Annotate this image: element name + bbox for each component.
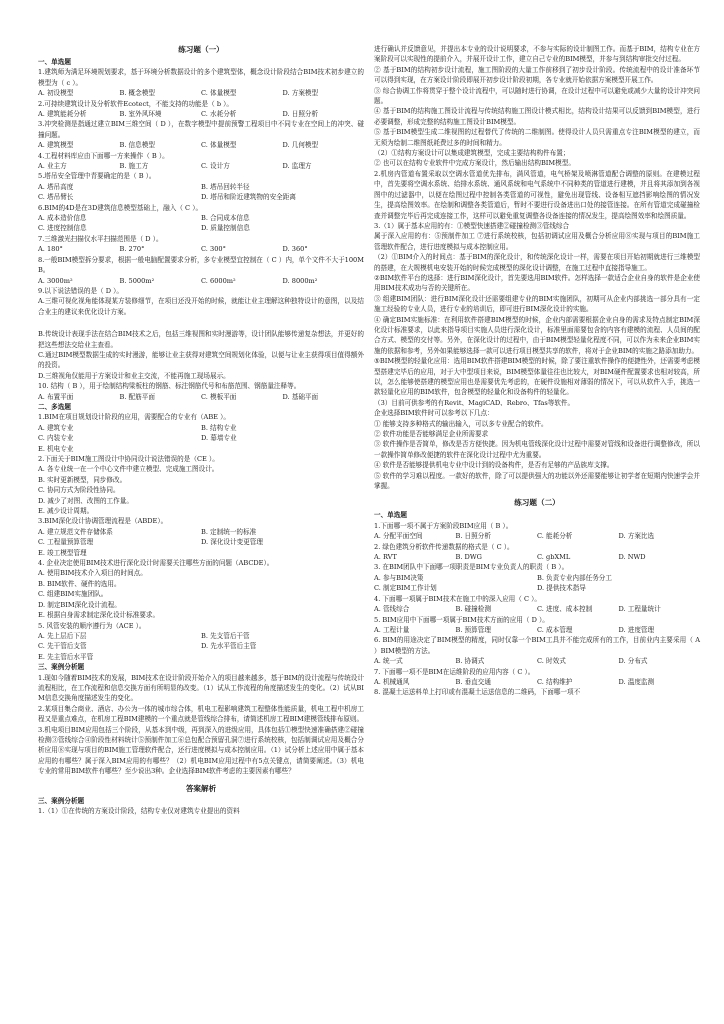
question-4-options: [38, 161, 364, 171]
question-7: 7.三维激光扫描仪水平扫描范围是（ D ）。: [38, 234, 163, 243]
option: C. 进度控制信息: [38, 224, 87, 233]
answer-paragraph: ⑤BIM模型的轻量化应用：选用BIM软件搭建BIM模型的时候，除了要注重软件操作的便捷性外，还需要考虑模型搭建完毕后的应用，对于大中型项目来说，BIM模型体量往往也比较大，对BIM硬件配置要求也相对较高，所以，怎么能够使搭建的模型应用也是需要优先考虑的，在硬件设施相对薄弱的情况下，可以从软件入手，挑选一款轻量化应用的BIM软件，包含模型的轻量化和设备构件的轻量化。: [374, 357, 700, 397]
question-4: 4.工程材料库应由下面哪一方来操作（ B ）。: [38, 151, 169, 160]
answer-paragraph: （2）①结构方案设计可以集成建筑模型，完成主要结构构件布置；: [374, 149, 570, 158]
option: D. 360°: [282, 245, 308, 254]
answer-paragraph: ② 也可以在结构专业软件中完成方案设计，然后输出结构BIM模型。: [374, 159, 575, 168]
option: B. 5000m²: [119, 276, 155, 285]
section-single-choice: 一、单选题: [38, 57, 71, 66]
option: A. 建立规范文件存储体系: [38, 527, 113, 536]
option: B. 垂直交通: [455, 677, 491, 686]
answer-paragraph: 进行确认并反馈意见，并提出本专业的设计说明要求，不参与实际的设计制图工作。而基于BIM，结构专业在方案阶段可以实现性的提前介入，并展开设计工作，建立自己专业的BIM模型，并参与到结构审批交付过程。: [374, 45, 700, 64]
option: D. 监理方: [282, 162, 312, 171]
option: D. 温度监测: [618, 677, 655, 686]
option: C. 模板平面: [201, 392, 237, 401]
left-column: [38, 44, 364, 816]
option: E. 机电专业: [38, 444, 74, 453]
answer-paragraph: ② 软件功能是否能够满足企业所需要求: [374, 430, 489, 439]
option: C. 先干管后支管: [38, 642, 87, 651]
option: A. 建筑能耗分析: [38, 110, 87, 119]
option: C. 能耗分析: [537, 532, 573, 541]
option: D. 质量控制信息: [201, 224, 250, 233]
option: D. 深化设计变更管理: [201, 538, 263, 547]
answer-paragraph: （3）目前可供参考的有Revit、MagiCAD、Rebro、Tfas等软件。: [374, 398, 575, 407]
option: A. 建筑模型: [38, 141, 74, 150]
option: D. 工程量统计: [618, 605, 661, 614]
option: B. 先支管后干管: [201, 631, 250, 640]
option: E. 减少设计周期。: [38, 507, 94, 516]
option: D. 塔吊和阶近建筑物的安全距离: [201, 193, 296, 202]
option: C. gbXML: [537, 553, 571, 562]
option: B. 日照分析: [455, 532, 491, 541]
multi-question-3: 3.BIM深化设计协调管理流程是（ABDE）。: [38, 517, 168, 526]
right-column: [374, 44, 700, 698]
option: E. 先主管后水平管: [38, 652, 94, 661]
option: B. 塔吊回转半径: [201, 182, 250, 191]
option: A. 业主方: [38, 162, 67, 171]
question-3: 3.冲突检测是指通过建立BIM三维空间（ D ），在数字模型中提前预警工程项目中不同专业在空间上的冲突、碰撞问题。: [38, 120, 364, 139]
option: B. 协调式: [455, 657, 485, 666]
question-10: 10. 结构（ B ），用于绘制结构梁板柱的钢筋、标注钢筋代号和布筋范围、钢筋量注释等。: [38, 382, 301, 391]
option: B. 室外风环境: [119, 110, 162, 119]
option: D. 幕墙专业: [201, 434, 237, 443]
option: B. 施工方: [119, 162, 149, 171]
ex2-question-8: 8. 混凝土运送料单上打印或有混凝土运送信息的二维码，下面哪一项不: [374, 688, 581, 697]
question-10-options: [38, 392, 364, 402]
option: B. 合同成本信息: [201, 214, 250, 223]
question-5-options: [38, 182, 364, 203]
answer-paragraph: ① 能够支持多种格式的输出输入，可以多专业配合的软件。: [374, 419, 548, 428]
option: B. BIM软件、硬件的选用。: [38, 579, 121, 588]
option: D. 分布式: [618, 657, 648, 666]
answer-paragraph: ③ 软件操作是否简单，修改是否方便快捷。因为机电管线深化设计过程中需要对管线和设备进行调整修改，所以一款操作简单修改便捷的软件在深化设计过程中尤为重要。: [374, 440, 700, 459]
exercise2-title: 练习题（二）: [514, 498, 560, 508]
answers-section-heading: 三、案例分析题: [38, 796, 85, 805]
answer-paragraph: 2.机房内管道布置采取以空调水管道优先排布，满风管道，电气桥架及喷淋管道配合调整的原则。在建模过程中，首先要将空调水系统、给排水系统、通风系统和电气系统中不同种类的管道进行建模，并且将其添加到各视图中的过滤器中，以便在绘图过程中控制各类管道的可视性，避免出现管线、设备相互遮挡影响绘图的情况发生，提高绘图效率。在绘制和调整各类管道后，暂时不要进行设备进出口处的接管连接。在所有管道完成碰撞检查并调整完毕后再完成连接工作，这样可以避免重复调整各设备连接的情况发生，提高绘图效率和绘图质量。: [374, 169, 700, 220]
option: A. 各专业统一在一个中心文件中建立模型、完成施工图设计。: [38, 465, 219, 474]
option: A. 分配平面空间: [374, 532, 423, 541]
option: A. 先上层后下层: [38, 631, 87, 640]
option: D. 基础平面: [282, 392, 319, 401]
option: D. 提供技术指导: [537, 584, 586, 593]
answer-1-start: 1.（1）①在传统的方案设计阶段，结构专业仅对建筑专业提出的资料: [38, 807, 240, 815]
option: C. 成本管理: [537, 625, 573, 634]
ex2-question-1: 1.下面哪一项不属于方案阶段BIM应用（ B ）。: [374, 521, 513, 530]
option: B. 实时更新模型，同步修改。: [38, 475, 127, 484]
option: A. 参与BIM决策: [374, 573, 424, 582]
multi-question-4: 4. 企业决定使用BIM技术进行深化设计时需要关注哪些方面的问题（ABCDE）。: [38, 559, 274, 568]
option: B. 负责专业内部任务分工: [537, 573, 612, 582]
multi-question-3-options: [38, 527, 364, 558]
option: B. 配筋平面: [119, 392, 155, 401]
option: D. 减少了对图、改图的工作量。: [38, 496, 133, 505]
answer-paragraph: ④ 软件是否能够提供机电专业中设计到的设备构件，是否有足够的产品族库支撑。: [374, 461, 614, 470]
option: C. 结构维护: [537, 677, 573, 686]
ex2-question-3-options: [374, 573, 700, 594]
option: C. 进度、成本控制: [537, 605, 593, 614]
ex2-question-2-options: [374, 552, 700, 562]
ex2-question-2: 2. 绿色建筑分析软件传递数据的格式是（ C ）。: [374, 542, 514, 551]
option: A. RVT: [374, 553, 397, 562]
option: D. 日照分析: [282, 110, 319, 119]
ex2-question-1-options: [374, 531, 700, 541]
question-5: 5.塔吊安全管理中青要确定的是（ B ）。: [38, 172, 156, 181]
option: B. DWG: [455, 553, 482, 562]
question-8-options: [38, 276, 364, 286]
multi-question-5-options: [38, 631, 364, 662]
option: A. 成本造价信息: [38, 214, 87, 223]
answer-paragraph: ③ 综合协调工作将贯穿于整个设计流程中，可以随时进行协调，在设计过程中可以避免或减少大量的设计冲突问题。: [374, 86, 700, 106]
question-3-options: [38, 140, 364, 150]
option: D. NWD: [618, 553, 646, 562]
option: A. 管线综合: [374, 605, 410, 614]
option: B. 碰撞检测: [455, 605, 491, 614]
case-question-3: 3.机电项目BIM应用包括三个阶段，从基本到中级，再到深入的进级应用，具体包括①模型快速准确搭建②碰撞检测③管线综合④阶段性材料统计⑤预制件加工⑥总包配合预留孔洞⑦进行系统校核，包括制调试应用及概合分析应用⑧实现与项目的BIM施工管理软件配合，还行进度模拟与成本控制应用。（1）试分析上述应用中属于基本应用的有哪些？属于深入BIM应用的有哪些？（2）机电BIM应用过程中有5点关键点，请简要阐述。（3）机电专业的常用BIM软件有哪些？至少说出3种。企业选择BIM软件考虑的主要因素有哪些？: [38, 725, 364, 776]
question-6: 6.BIM的4D是在3D建筑信息模型基础上，融入（ C ）。: [38, 203, 203, 212]
multi-question-5: 5. 风管安装的顺序遵行为（ACE ）。: [38, 621, 146, 630]
option: A. 塔吊高度: [38, 182, 74, 191]
ex2-question-5: 5. BIM应用中下面哪一项属于BIM技术方面的应用（ D ）。: [374, 615, 549, 624]
option: B. 信息模型: [119, 141, 155, 150]
option: A. 180°: [38, 245, 63, 254]
option: A. 工程计量: [374, 625, 410, 634]
question-7-options: [38, 244, 364, 254]
answer-paragraph: ⑤ 基于BIM模型生成二维视图的过程替代了传统的二维制图。使得设计人员只需重点专注BIM模型的建立，而无须为绘制二维图纸耗费过多的时间和精力。: [374, 128, 700, 147]
question-9: 9.以下说法错误的是（ D ）。: [38, 286, 124, 295]
ex2-question-7: 7. 下面哪一项不是BIM在运维阶段的应用内容（ C ）。: [374, 667, 535, 676]
answer-paragraph: 3.（1）属于基本应用的有：①模型快速搭建②碰撞检测③管线综合: [374, 221, 570, 230]
ex2-question-3: 3. 在BIM团队中下面哪一项职责是BIM专业负责人的职责（ B ）。: [374, 563, 569, 572]
option: E. 根据自身需求制定深化设计标准要求。: [38, 611, 160, 620]
answer-paragraph: ③ 组建BIM团队：进行BIM深化设计还需要组建专业的BIM实施团队，初期可从企业内部挑选一部分具有一定施工经验的专业人员，进行专业的培训后，即可进行BIM深化设计的实施。: [374, 294, 700, 314]
option: A. 使用BIM技术介入项目的时间点。: [38, 569, 147, 578]
option: C. 工程量预算管理: [38, 538, 94, 547]
option: D. 先水平管后主管: [201, 642, 257, 651]
option: C. 协同方式为阶段性协同。: [38, 486, 120, 495]
option: C. 300°: [201, 245, 226, 254]
option: D. 方案模型: [282, 89, 319, 98]
option: A. 统一式: [374, 657, 403, 666]
option: D. 制定BIM深化设计流程。: [38, 600, 121, 609]
question-6-options: [38, 213, 364, 234]
answers-title: 答案解析: [185, 783, 217, 793]
question-1: 1.建筑师为满足环境规划要求，基于环境分析数据设计的多个建筑型体，概念设计阶段结合BIM技术初步建立的模型为（ c ）。: [38, 68, 364, 87]
question-2: 2.可持续建筑设计及分析软件Ecotect，不能支持的功能是（ b ）。: [38, 99, 234, 108]
answer-paragraph: 属于深入应用的有：⑤预制件加工 ⑦进行系统校核，包括初调试应用及概合分析应用⑧实现与项目的BIM施工管理软件配合，进行进度模拟与成本控制应用。: [374, 232, 700, 251]
answer-paragraph: ④ 基于BIM的结构施工图设计流程与传统结构施工图设计模式相比，结构设计结果可以反馈到BIM模型，进行必要调整，形成完整的结构施工图设计BIM模型。: [374, 107, 700, 126]
answer-paragraph: ⑤ 软件的学习难以程度。一款好的软件，除了可以提供强大的功能以外还需要能够让初学者在短期内快速学会并掌握。: [374, 471, 700, 491]
ex2-question-7-options: [374, 677, 700, 687]
section-multi-choice: 二、多选题: [38, 402, 71, 411]
question-8: 8.一般BIM模型拆分要求，根据一般电脑配置要求分析，多专业模型宜控制在（ C ）内，单个文件不大于100MB。: [38, 255, 365, 275]
option: C. 水耗分析: [201, 110, 237, 119]
question-9-option-d: D.三维视角仅能用于方案设计和业主交流，不能再施工现场展示。: [38, 371, 230, 380]
spacer: [38, 317, 364, 329]
multi-question-1-options: [38, 423, 364, 454]
option: C. 制定BIM工作计划: [374, 584, 437, 593]
option: C. 内装专业: [38, 434, 74, 443]
answer-paragraph: ② 基于BIM的结构初步设计流程，施工图阶段的大量工作前移到了初步设计阶段。传统流程中的设计准备环节可以得到实现，在方案设计阶段即展开初步设计阶段初期，各专业就开始依据方案模型开展工作。: [374, 65, 700, 85]
question-9-option-c: C.通过BIM模型数据生成的实时漫游，能够让业主获得对建筑空间规划化体验，以便与让业主获得项目值得额外的投资。: [38, 350, 364, 370]
option: D. 8000m²: [282, 276, 318, 285]
option: A. 布置平面: [38, 392, 74, 401]
section-case-analysis: 三、案例分析题: [38, 663, 85, 672]
option: C. 设计方: [201, 162, 230, 171]
case-question-2: 2.某项目集合商业、酒店、办公为一体的城市综合体，机电工程影响建筑工程整体性能质量，机电工程中机房工程又是重点难点，在机房工程BIM建模的一个重点就是管线综合排布，请简述机房工程BIM建模管线排布原则。: [38, 704, 364, 724]
option: A. 机械通风: [374, 677, 410, 686]
option: A. 建筑专业: [38, 423, 74, 432]
option: B. 270°: [119, 245, 145, 254]
option: A. 初设模型: [38, 89, 74, 98]
option: C. 体量模型: [201, 89, 237, 98]
question-9-option-a: A.三维可视化视角能体现某方装修细节，在项目还没开始的时候，就能让业主理解这种独特设计的意图，以及结合业主的建议来优化设计方案。: [38, 297, 364, 316]
multi-question-2: 2.下面关于BIM施工图设计中协同设计说法错误的是（CE ）。: [38, 455, 219, 464]
option: B. 预算管理: [455, 625, 491, 634]
option: C. 6000m²: [201, 276, 236, 285]
option: B. 概念模型: [119, 89, 155, 98]
multi-question-1: 1.BIM在项目规划设计阶段的应用，需要配合的专业有（ABE ）。: [38, 413, 230, 422]
option: D. 几何模型: [282, 141, 319, 150]
option: C. 塔吊臂长: [38, 193, 74, 202]
answer-paragraph: ②BIM软件平台的选择：进行BIM深化设计，首先要选用BIM软件。怎样选择一款适合企业自身的软件是企业使用BIM技术成功与否的关键所在。: [374, 273, 700, 293]
ex2-question-4-options: [374, 604, 700, 614]
question-2-options: [38, 109, 364, 119]
answer-paragraph: ④ 确定BIM实施标准：在利用软件搭建BIM模型的时候，企业内部需要根据企业自身的需求及特点制定BIM深化设计标准要求，以此来指导项目实施人员进行深化设计，标准里面需要包含的内容有建模的流程、人员间的配合方式、模型的交付等。另外，在深化设计的过程中，由于BIM模型轻量化程度不同，可以作为未来企业BIM实施的依据和参考，另外如果能够选择一款可以进行项目模型共享的软件，将对于企业BIM的实施之路添加助力。: [374, 315, 700, 355]
option: C. 体量模型: [201, 141, 237, 150]
option: B. 定制统一的标准: [201, 527, 257, 536]
option: C. 组建BIM实施团队。: [38, 590, 108, 599]
option: C. 时效式: [537, 657, 566, 666]
answer-paragraph: （2）①BIM介入的时间点：基于BIM的深化设计，和传统深化设计一样，需要在项目开始初期就进行三维模型的搭建，在大规模机电安装开始的时候完成模型的深化设计调整，在施工过程中直接指导施工。: [374, 253, 700, 272]
ex2-question-6-options: [374, 656, 700, 666]
option: A. 3000m²: [38, 276, 73, 285]
option: E. 竣工模型管理: [38, 548, 87, 557]
exercise2-section-single: 一、单选题: [374, 511, 407, 520]
ex2-question-4: 4. 下面哪一项属于BIM技术在施工中的深入应用（ C ）。: [374, 594, 541, 603]
answer-paragraph: 企业选择BIM软件时可以参考以下几点：: [374, 409, 494, 418]
ex2-question-5-options: [374, 625, 700, 635]
ex2-question-6: 6. BIM的用途决定了BIM模型的精度，同时仅靠一个BIM工具并不能完成所有的工作，目前业内主要采用（ A ）BIM模型的方法。: [374, 636, 700, 655]
option: D. 方案比选: [618, 532, 655, 541]
question-1-options: [38, 88, 364, 98]
case-question-1: 1.现如今随着BIM技术的发展，BIM技术在设计阶段开始介入的项目越来越多，基于BIM的设计流程与传统设计流程相比，在工作流程和信息交换方面有所明显的改变。（1）试从工作流程的角度描述发生的变化。（2）试从BIM信息交换角度描述发生的变化。: [38, 673, 364, 703]
option: D. 进度管理: [618, 625, 655, 634]
question-9-option-b: B.传统设计表现手法在结合BIM技术之后，包括三维视图和实时漫游等，设计团队能够传递复杂想法，并更好的把这些想法交给业主查看。: [38, 330, 364, 349]
exercise1-title: 练习题（一）: [178, 45, 224, 54]
option: B. 结构专业: [201, 423, 237, 432]
